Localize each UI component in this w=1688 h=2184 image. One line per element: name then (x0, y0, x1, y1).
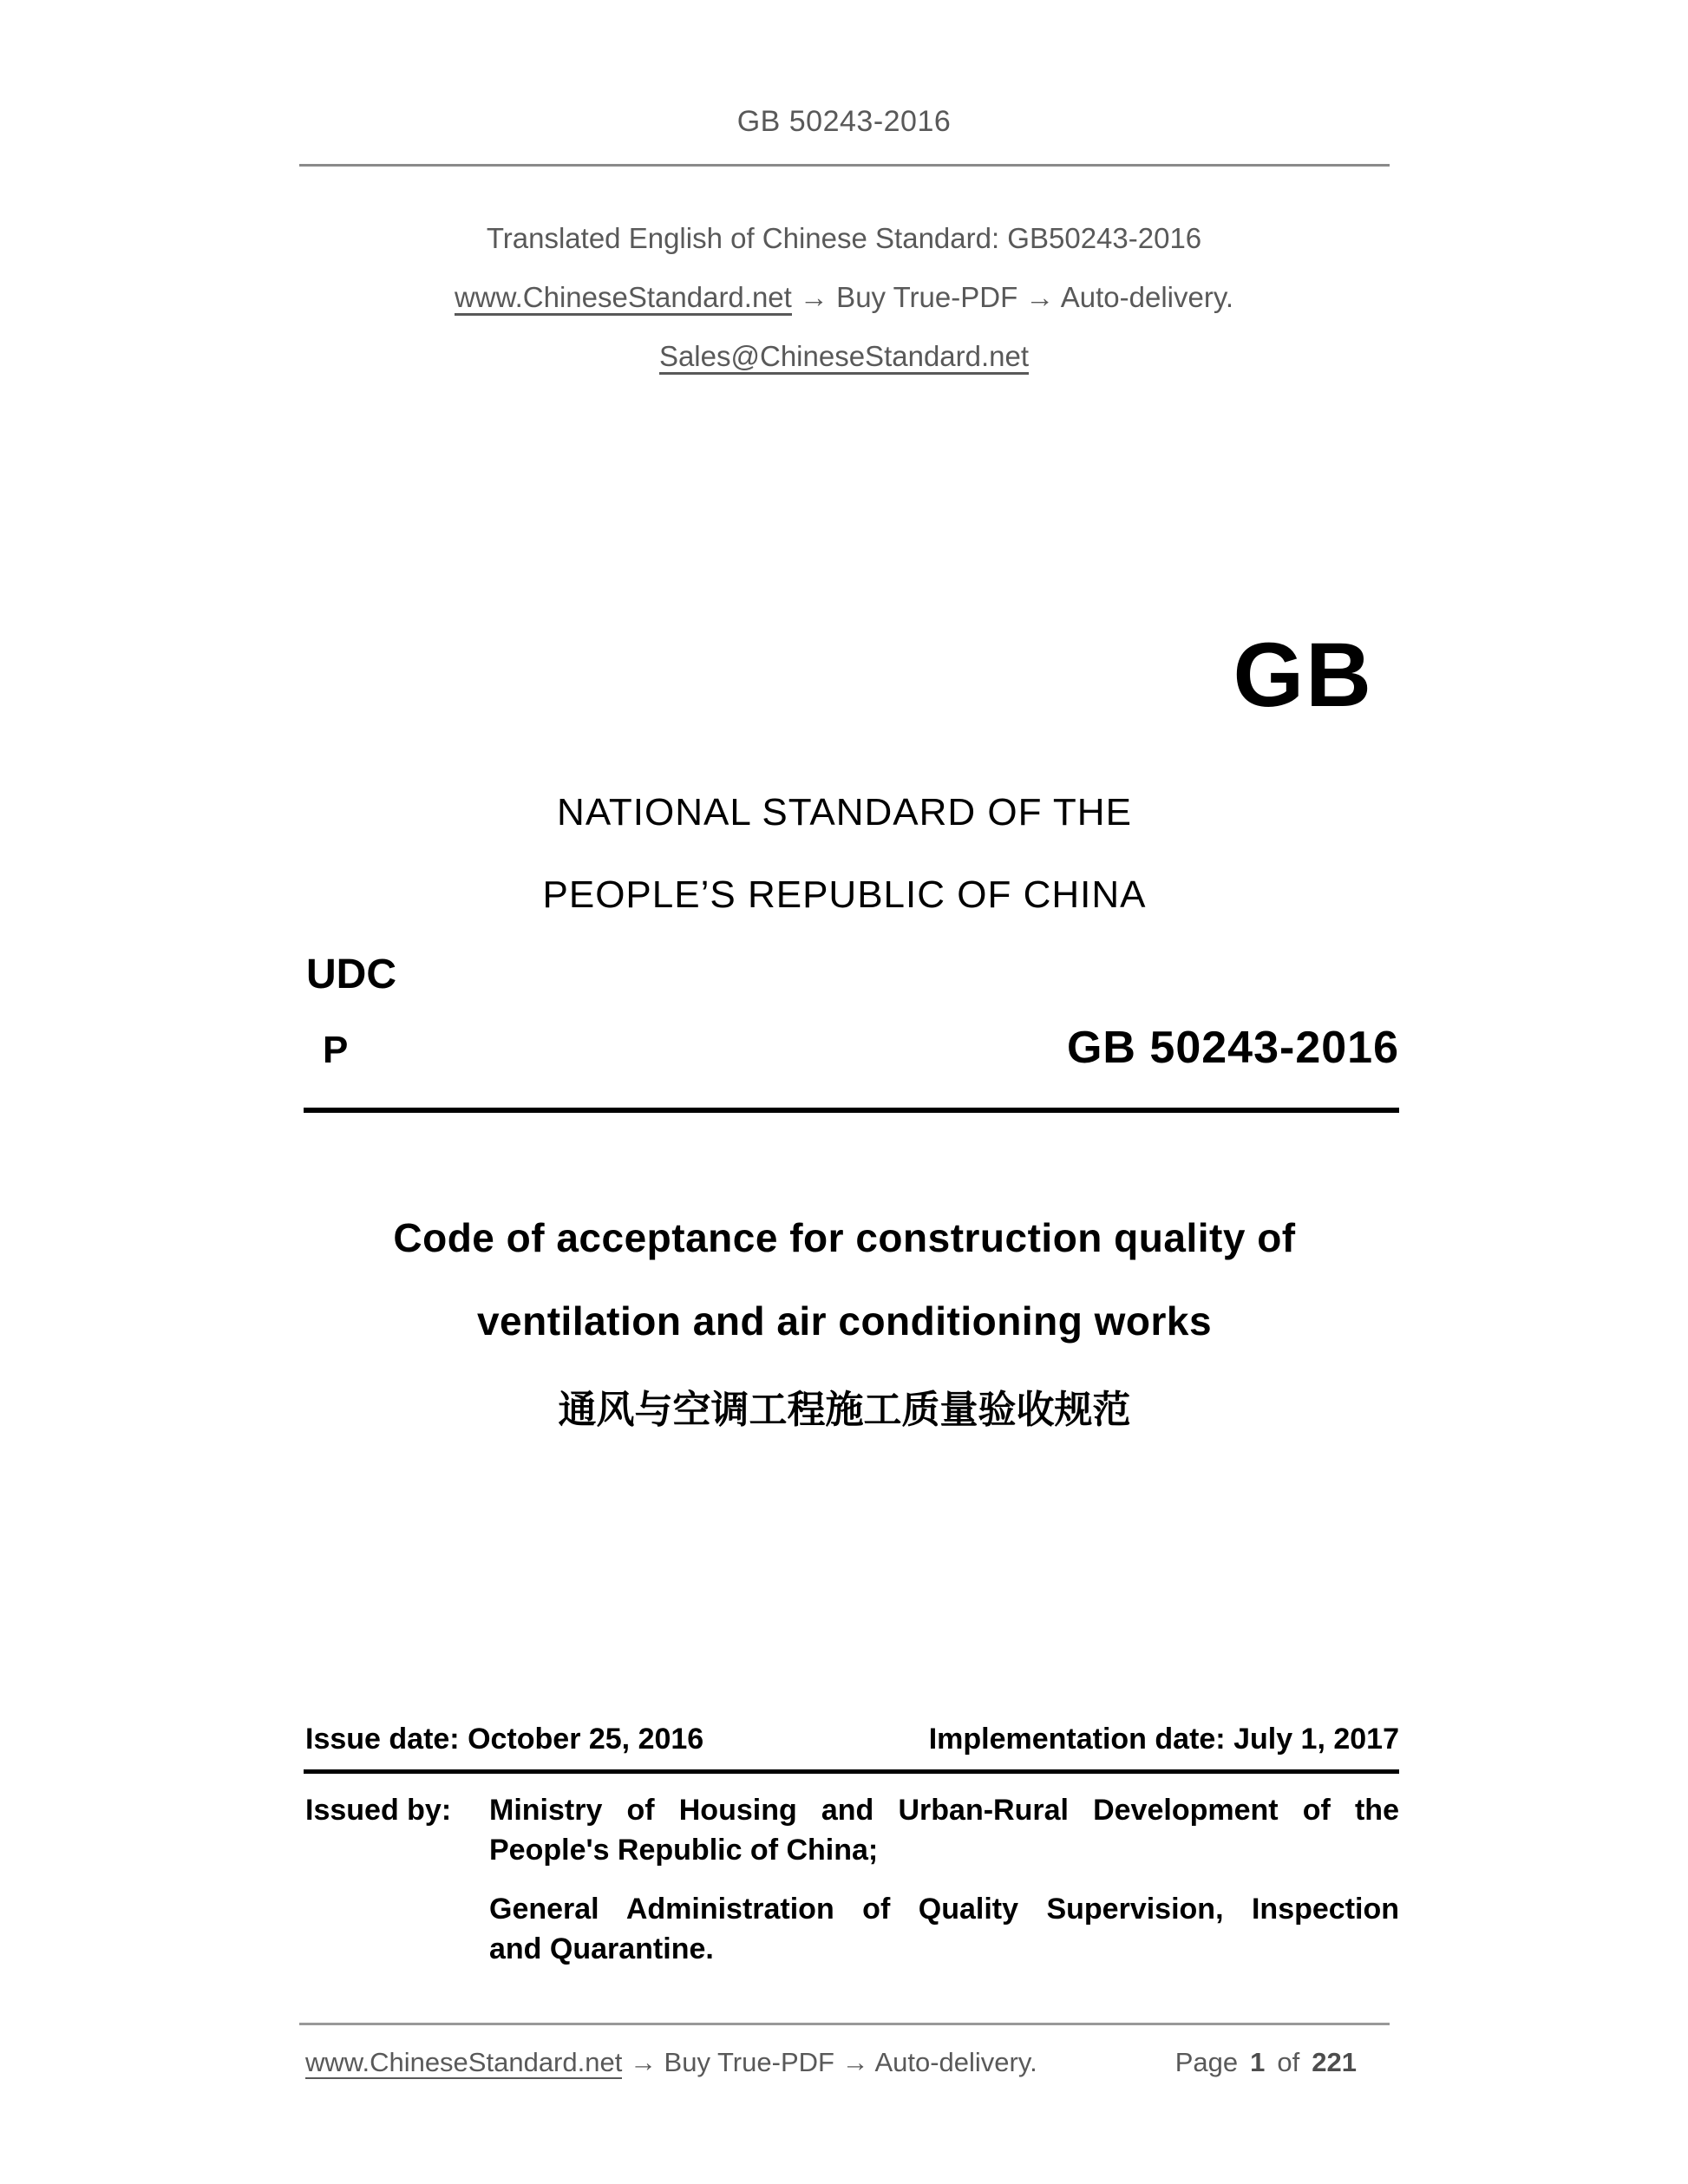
issued-by-label: Issued by: (305, 1794, 452, 1827)
footer-website-link[interactable]: www.ChineseStandard.net (305, 2047, 623, 2077)
gb-mark: GB (1233, 624, 1373, 726)
classification-row (323, 1022, 1399, 1074)
footer-total-pages: 221 (1312, 2047, 1357, 2077)
footer-of-label: of (1277, 2047, 1300, 2077)
footer-delivery-rest: → Buy True-PDF → Auto-delivery. (622, 2047, 1037, 2077)
delivery-note (0, 279, 1688, 316)
footer-page-number: 1 (1250, 2047, 1266, 2077)
footer-delivery-note (305, 2047, 1037, 2078)
dates-divider (304, 1769, 1399, 1774)
implementation-date: Implementation date: July 1, 2017 (928, 1723, 1399, 1756)
title-line1: Code of acceptance for construction quality of (393, 1215, 1296, 1260)
email-row (0, 338, 1688, 375)
issued-by-gap (489, 1870, 1399, 1889)
issued-by-line: Ministry of Housing and Urban-Rural Development of the (489, 1794, 1399, 1827)
title-line2: ventilation and air conditioning works (476, 1298, 1213, 1344)
translated-note: Translated English of Chinese Standard: GB50243-2016 (486, 222, 1202, 254)
issued-by-line: and Quarantine. (489, 1932, 714, 1965)
udc-label: UDC (306, 951, 396, 997)
footer-divider (299, 2023, 1390, 2025)
issued-by-line: General Administration of Quality Supervision, Inspection (489, 1893, 1399, 1926)
classification-code: P (323, 1029, 349, 1071)
footer-page-info (1175, 2047, 1357, 2078)
title-chinese: 通风与空调工程施工质量验收规范 (558, 1388, 1131, 1432)
issued-by-body (489, 1790, 1399, 1969)
national-standard-line1: NATIONAL STANDARD OF THE (557, 791, 1132, 834)
issued-by-block (305, 1790, 1399, 1969)
website-link[interactable]: www.ChineseStandard.net (455, 281, 792, 316)
email-link[interactable]: Sales@ChineseStandard.net (659, 340, 1029, 375)
standard-code: GB 50243-2016 (1066, 1023, 1399, 1073)
delivery-note-rest: → Buy True-PDF → Auto-delivery. (791, 281, 1234, 313)
standard-code-divider (304, 1108, 1399, 1113)
header-divider (299, 164, 1390, 167)
header-doc-code: GB 50243-2016 (736, 105, 952, 138)
issued-by-line: People's Republic of China; (489, 1834, 879, 1867)
dates-row (305, 1723, 1399, 1756)
issue-date: Issue date: October 25, 2016 (305, 1723, 704, 1756)
footer (305, 2047, 1357, 2078)
footer-page-label: Page (1174, 2047, 1239, 2077)
national-standard-line2: PEOPLE’S REPUBLIC OF CHINA (542, 873, 1147, 916)
